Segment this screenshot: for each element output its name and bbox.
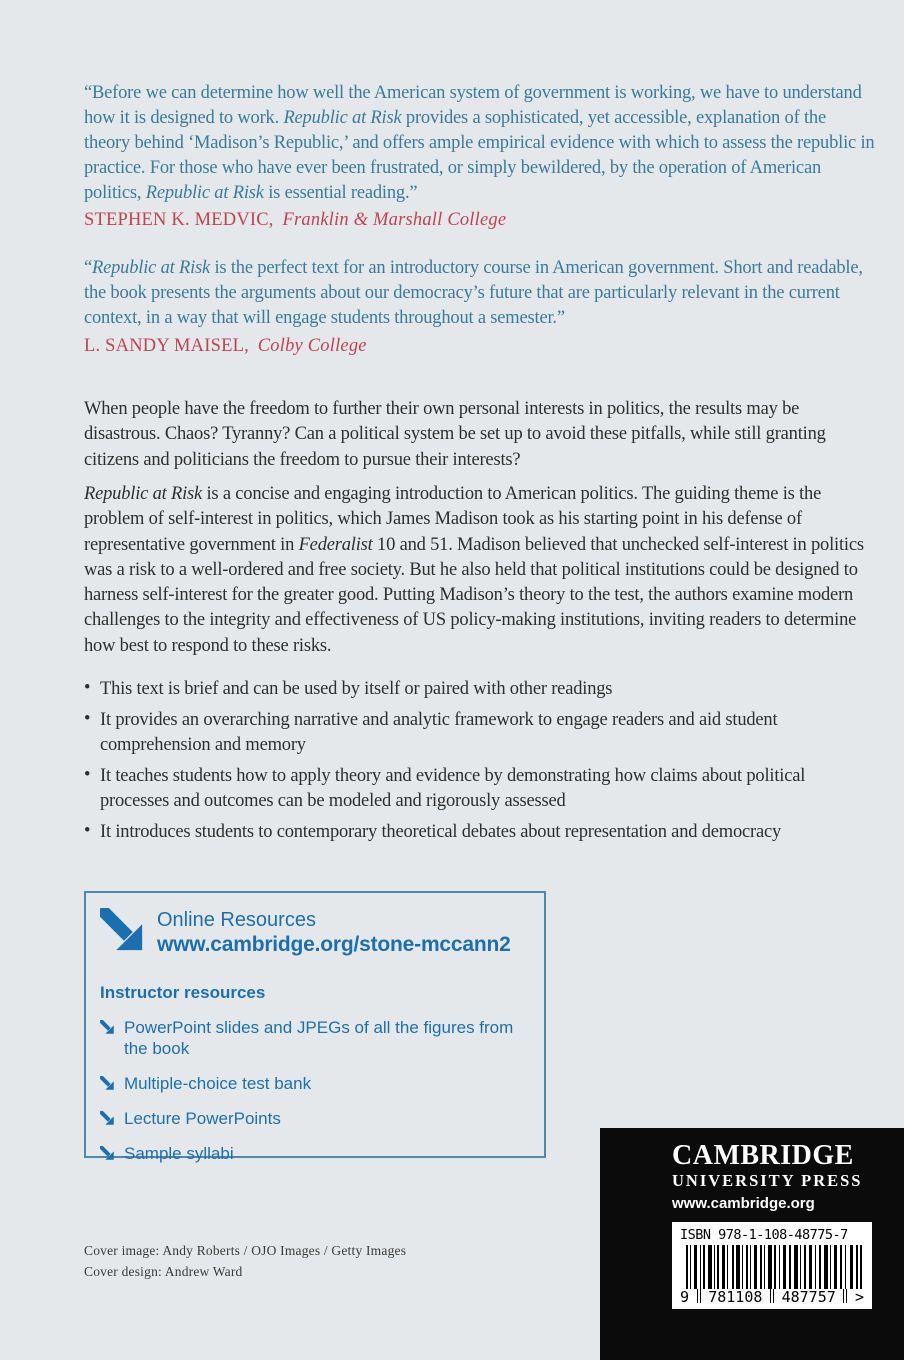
online-resources-header [100, 908, 530, 957]
online-resources-title: Online Resources [157, 909, 316, 931]
feature-list [84, 677, 876, 851]
reviewer-affiliation: Franklin & Marshall College [282, 210, 507, 230]
publisher-panel [600, 1128, 904, 1360]
barcode-digits [680, 1289, 864, 1305]
feature-item: • It provides an overarching narrative and analytic framework to engage readers and aid student comprehension and memory [84, 708, 876, 758]
resource-item-label: Lecture PowerPoints [124, 1109, 281, 1128]
resource-item [100, 1017, 530, 1059]
description-paragraph-2: Republic at Risk is a concise and engaging introduction to American politics. The guiding theme is the problem of self-interest in politics, which James Madison took as his starting point in his defense of representative government in Federalist 10 and 51. Madison believed that unchecked self-interest in politics was a risk to a well-ordered and free society. But he also held that political institutions could be designed to harness self-interest for the greater good. Putting Madison’s theory to the test, the authors examine modern challenges to the integrity and effectiveness of US policy-making institutions, inviting readers to determine how best to respond to these risks. [84, 484, 864, 656]
endorsement-attribution-1 [84, 210, 506, 231]
resource-item [100, 1073, 530, 1094]
arrow-down-right-icon [100, 1020, 115, 1035]
arrow-down-right-icon [100, 908, 146, 954]
endorsement-quote-1: “Before we can determine how well the American system of government is working, we have to understand how it is designed to work. Republic at Risk provides a sophisticated, yet accessible, explanation of the theory behind ‘Madison’s Republic,’ and offers ample empirical evidence with which to assess the republic in practice. For those who have ever been frustrated, or simply bewildered, by the operation of American politics, Republic at Risk is essential reading.” [84, 83, 875, 203]
barcode [672, 1222, 872, 1309]
online-resources-box [84, 891, 546, 1163]
barcode-end-mark: > [854, 1288, 864, 1306]
publisher-logo-line-2: UNIVERSITY PRESS [672, 1171, 863, 1190]
feature-item: • It introduces students to contemporary theoretical debates about representation and democracy [84, 820, 876, 845]
description-paragraph-1: When people have the freedom to further their own personal interests in politics, the results may be disastrous. Chaos? Tyranny? Can a political system be set up to avoid these pitfalls, while still granting citizens and politicians the freedom to pursue their interests? [84, 399, 826, 470]
barcode-bars [680, 1245, 864, 1289]
barcode-guard [697, 1289, 701, 1303]
publisher-logo-line-1: CAMBRIDGE [672, 1140, 854, 1171]
cover-image-credit: Cover image: Andy Roberts / OJO Images / Getty Images [84, 1243, 407, 1258]
resource-item [100, 1108, 530, 1129]
isbn-number: ISBN 978-1-108-48775-7 [680, 1227, 848, 1243]
publisher-website: www.cambridge.org [672, 1195, 815, 1212]
cover-design-credit: Cover design: Andrew Ward [84, 1264, 243, 1279]
resource-item-label: PowerPoint slides and JPEGs of all the figures from the book [124, 1018, 514, 1058]
endorsement-quote-2: “Republic at Risk is the perfect text for an introductory course in American government. Short and readable, the book presents the arguments about our democracy’s future that are particularly relevant in the current context, in a way that will engage students throughout a semester.” [84, 258, 863, 328]
cover-credits [84, 1240, 406, 1282]
barcode-digit-left: 9 [680, 1288, 690, 1306]
barcode-digit-group-1: 781108 [708, 1288, 763, 1306]
online-resources-titles [157, 908, 511, 957]
online-resources-url: www.cambridge.org/stone-mccann2 [157, 933, 511, 956]
arrow-down-right-icon [100, 1076, 115, 1091]
feature-item: • This text is brief and can be used by itself or paired with other readings [84, 677, 876, 702]
resource-item-label: Multiple-choice test bank [124, 1074, 312, 1093]
endorsement-attribution-2 [84, 336, 367, 357]
barcode-digit-group-2: 487757 [781, 1288, 836, 1306]
feature-item: • It teaches students how to apply theory and evidence by demonstrating how claims about political processes and outcomes can be modeled and rigorously assessed [84, 764, 876, 814]
reviewer-affiliation: Colby College [257, 336, 367, 356]
barcode-guard [843, 1289, 847, 1303]
resource-item-label: Sample syllabi [124, 1144, 234, 1163]
reviewer-name: L. SANDY MAISEL, [84, 336, 249, 356]
arrow-down-right-icon [100, 1111, 115, 1126]
arrow-down-right-icon [100, 1146, 115, 1161]
barcode-guard [770, 1289, 774, 1303]
publisher-block [672, 1141, 878, 1309]
instructor-resources-heading: Instructor resources [100, 983, 266, 1002]
reviewer-name: STEPHEN K. MEDVIC, [84, 210, 274, 230]
resource-item [100, 1143, 530, 1164]
